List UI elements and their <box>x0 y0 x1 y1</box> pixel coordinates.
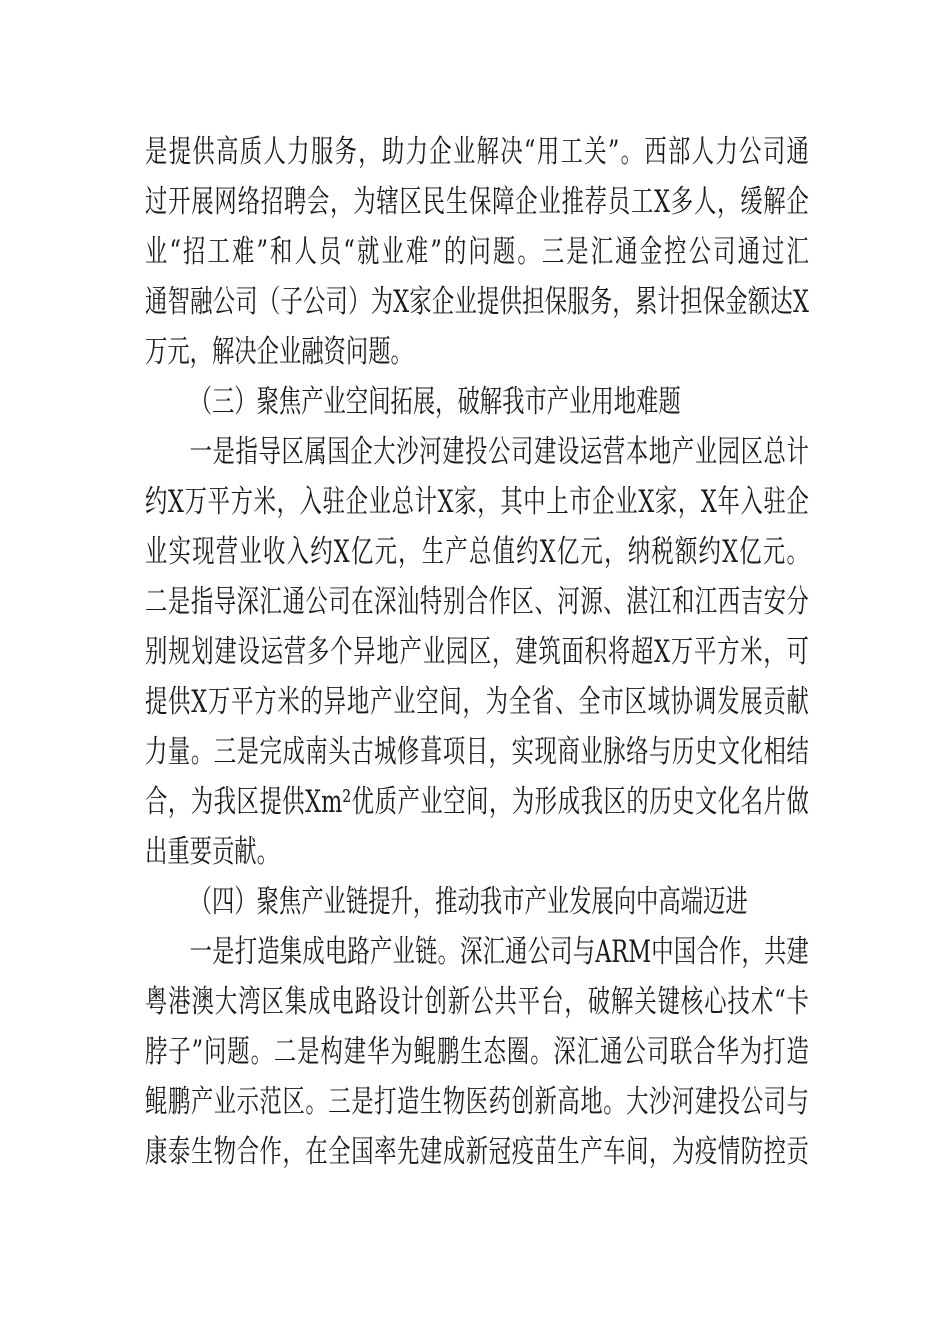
section-heading-three <box>145 377 809 427</box>
text-line: 提供X万平方米的异地产业空间，为全省、全市区域协调发展贡献 <box>145 684 809 720</box>
text-line: 约X万平方米，入驻企业总计X家，其中上市企业X家，X年入驻企 <box>145 484 809 520</box>
text-line: 力量。三是完成南头古城修葺项目，实现商业脉络与历史文化相结 <box>145 734 809 770</box>
text-line: 万元，解决企业融资问题。 <box>145 334 413 370</box>
text-line: 脖子”问题。二是构建华为鲲鹏生态圈。深汇通公司联合华为打造 <box>145 1034 809 1070</box>
text-line: 业“招工难”和人员“就业难”的问题。三是汇通金控公司通过汇 <box>145 234 809 270</box>
text-line: 康泰生物合作，在全国率先建成新冠疫苗生产车间，为疫情防控贡 <box>145 1134 809 1170</box>
text-line: 粤港澳大湾区集成电路设计创新公共平台，破解关键核心技术“卡 <box>145 984 809 1020</box>
text-line: 一是打造集成电路产业链。深汇通公司与ARM中国合作，共建 <box>189 934 809 970</box>
text-line: 二是指导深汇通公司在深汕特别合作区、河源、湛江和江西吉安分 <box>145 584 809 620</box>
paragraph-industry-chain <box>145 927 809 1177</box>
text-line: 鲲鹏产业示范区。三是打造生物医药创新高地。大沙河建投公司与 <box>145 1084 809 1120</box>
section-heading-four <box>145 877 809 927</box>
text-line: 一是指导区属国企大沙河建投公司建设运营本地产业园区总计 <box>189 434 809 470</box>
text-line: 通智融公司（子公司）为X家企业提供担保服务，累计担保金额达X <box>145 284 809 320</box>
text-line: 过开展网络招聘会，为辖区民生保障企业推荐员工X多人，缓解企 <box>145 184 809 220</box>
text-line: 合，为我区提供Xm²优质产业空间，为形成我区的历史文化名片做 <box>145 784 809 820</box>
paragraph-industrial-space <box>145 427 809 877</box>
document-text-block <box>145 127 809 1177</box>
text-line: 别规划建设运营多个异地产业园区，建筑面积将超X万平方米，可 <box>145 634 809 670</box>
text-line: 出重要贡献。 <box>145 834 279 870</box>
paragraph-continuation <box>145 127 809 377</box>
text-line: 业实现营业收入约X亿元，生产总值约X亿元，纳税额约X亿元。 <box>145 534 809 570</box>
heading-line: （四）聚焦产业链提升，推动我市产业发展向中高端迈进 <box>189 884 748 920</box>
text-line: 是提供高质人力服务，助力企业解决“用工关”。西部人力公司通 <box>145 134 809 170</box>
heading-line: （三）聚焦产业空间拓展，破解我市产业用地难题 <box>189 384 681 420</box>
